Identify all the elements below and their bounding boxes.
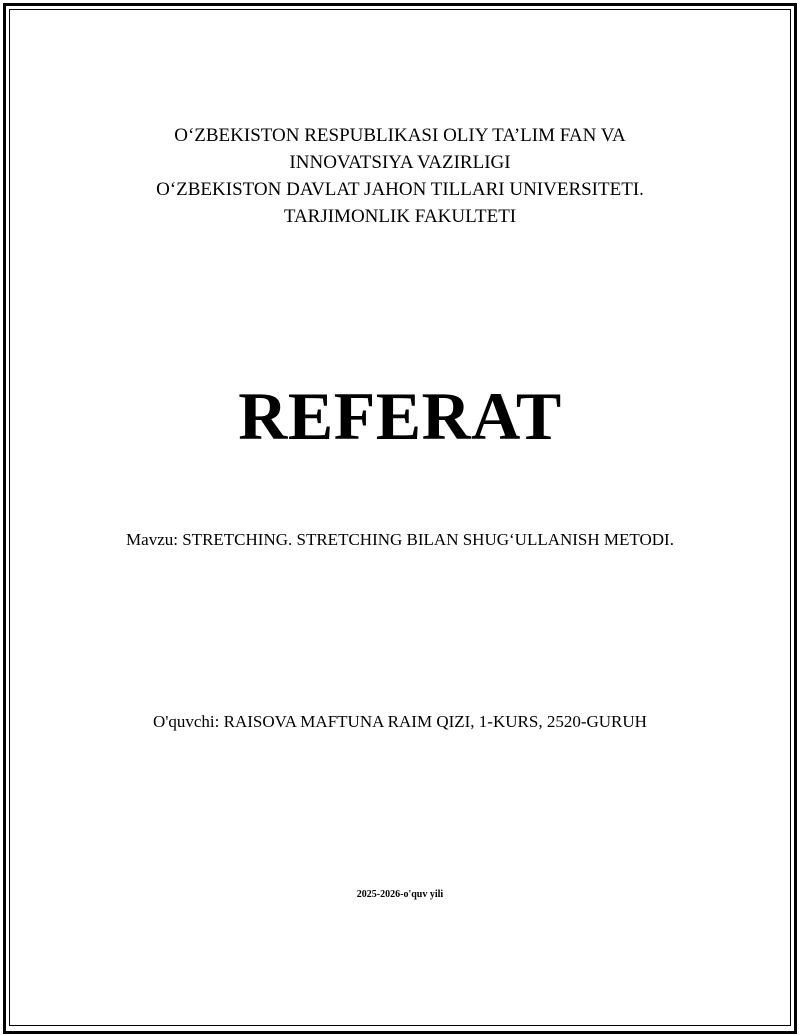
header-line-faculty: TARJIMONLIK FAKULTETI: [283, 206, 517, 227]
document-title: REFERAT: [238, 378, 562, 454]
header-line-ministry-1: O‘ZBEKISTON RESPUBLIKASI OLIY TA’LIM FAN VA: [174, 125, 626, 146]
topic-text: Mavzu: STRETCHING. STRETCHING BILAN SHUG‘ULLANISH METODI.: [126, 530, 674, 549]
header-line-ministry-2: INNOVATSIYA VAZIRLIGI: [289, 152, 511, 173]
academic-year: 2025-2026-o'quv yili: [356, 889, 444, 900]
student-info: O'quvchi: RAISOVA MAFTUNA RAIM QIZI, 1-KURS, 2520-GURUH: [153, 712, 647, 731]
institution-header: [60, 122, 740, 230]
header-line-university: O‘ZBEKISTON DAVLAT JAHON TILLARI UNIVERSITETI.: [156, 179, 644, 200]
